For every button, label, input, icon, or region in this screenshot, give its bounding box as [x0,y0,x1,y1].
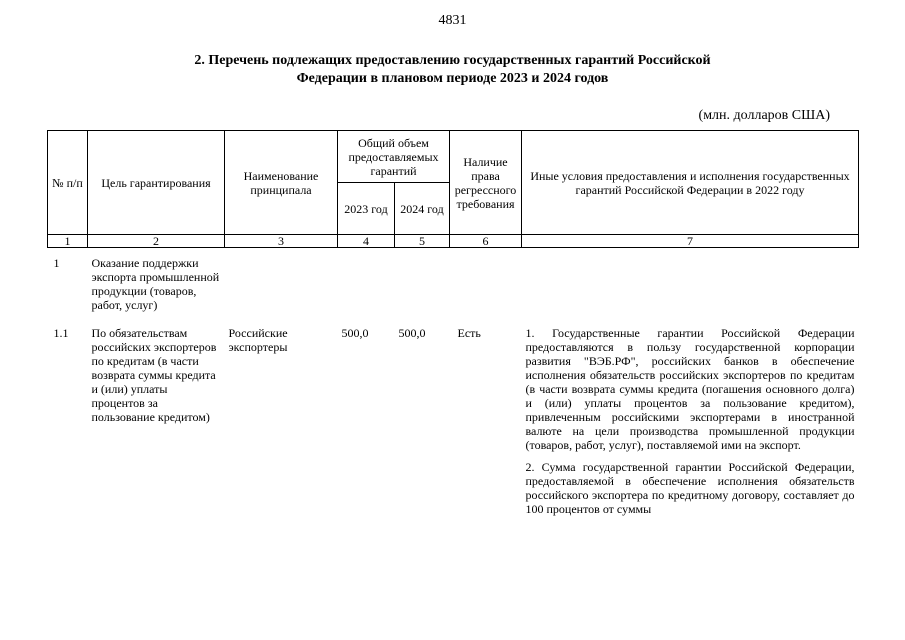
row-principal [225,248,338,323]
column-numbers-row [48,235,859,248]
units-label: (млн. долларов США) [698,108,830,123]
column-number: 3 [225,235,338,248]
title-line-2: Федерации в плановом периоде 2023 и 2024 годов [296,71,609,86]
header-other-conditions: Иные условия предоставления и исполнения государственных гарантий Российской Федерации в 2022 году [522,131,859,235]
condition-paragraph: 1. Государственные гарантии Российской Федерации предоставляются в пользу государственной корпорации развития "ВЭБ.РФ", российских банков в обеспечение исполнения обязательств российских экспортеров по кредитам (в части возврата суммы кредита (погашения основного долга) и (или) уплаты процентов за пользование кредитом), привлеченным российскими экспортерами в иностранной валюте на цели производства промышленной продукции (товаров, работ, услуг), поставляемой ими на экспорт. [525,326,855,452]
page-number: 4831 [438,13,467,28]
row-goal: Оказание поддержки экспорта промышленной продукции (товаров, работ, услуг) [91,256,220,312]
row-2023 [338,248,395,323]
header-num: № п/п [48,131,88,235]
table-row [48,322,859,526]
row-regress: Есть [457,326,481,340]
header-regress: Наличие права регрессного требования [450,131,522,235]
row-num: 1.1 [53,326,69,340]
column-number: 5 [395,235,450,248]
column-number: 1 [48,235,88,248]
row-num: 1 [53,256,60,270]
document-title [100,52,805,88]
header-goal: Цель гарантирования [88,131,225,235]
condition-paragraph: 2. Сумма государственной гарантии Российской Федерации, предоставляемой в обеспечение исполнения обязательств российского экспортера по кредитному договору, составляет до 100 процентов от суммы [525,460,855,516]
column-number: 2 [88,235,225,248]
row-other-conditions [522,248,859,323]
header-volume: Общий объем предоставляемых гарантий [338,131,450,183]
row-principal: Российские экспортеры [228,326,288,354]
column-number: 6 [450,235,522,248]
header-year-2024: 2024 год [395,183,450,235]
title-line-1: 2. Перечень подлежащих предоставлению государственных гарантий Российской [194,53,711,68]
row-2024 [395,248,450,323]
guarantees-table [47,130,859,526]
column-number: 4 [338,235,395,248]
row-goal: По обязательствам российских экспортеров по кредитам (в части возврата суммы кредита и (или) уплаты процентов за пользование кредитом) [91,326,217,424]
row-regress [450,248,522,323]
header-year-2023: 2023 год [338,183,395,235]
header-principal: Наименование принципала [225,131,338,235]
table-header [48,131,859,248]
column-number: 7 [522,235,859,248]
row-2024: 500,0 [398,326,426,340]
table-row [48,248,859,323]
row-other-conditions [522,322,859,526]
row-2023: 500,0 [341,326,369,340]
